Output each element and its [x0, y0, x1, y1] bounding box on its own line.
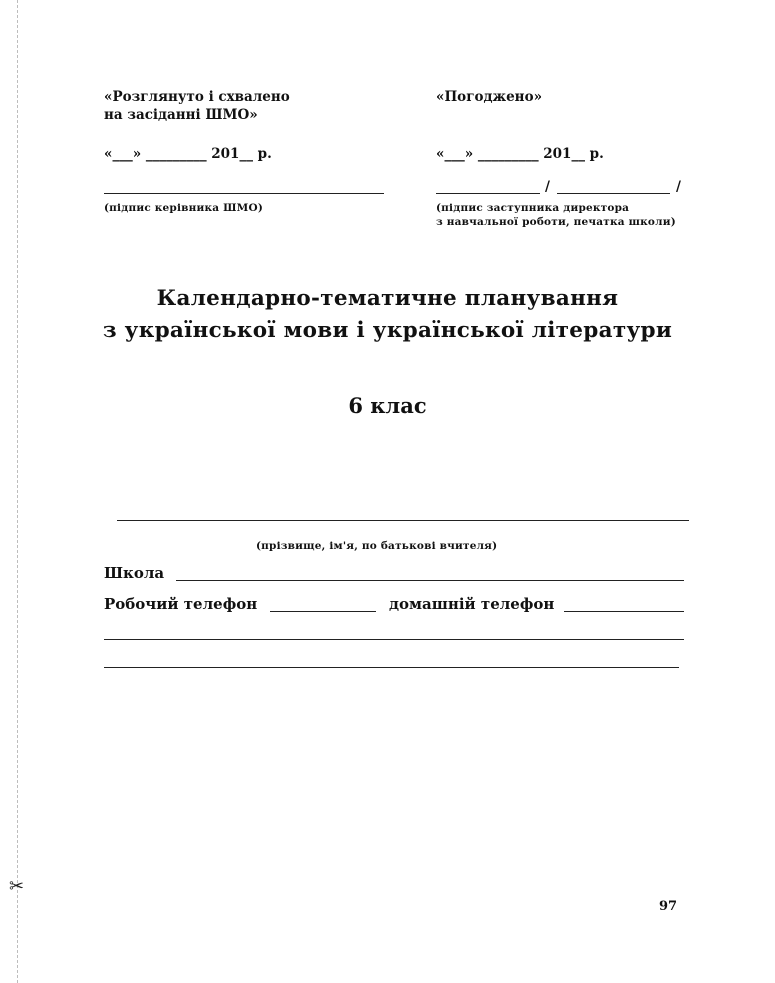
teacher-name-line: [117, 520, 689, 521]
signature-right-caption-line2: з навчальної роботи, печатка школи): [436, 216, 676, 228]
home-phone-label: домашній телефон: [389, 595, 555, 613]
grade-label: 6 клас: [348, 393, 427, 418]
approval-left-date: «___» _________ 201__ р.: [104, 146, 272, 162]
approval-right-date: «___» _________ 201__ р.: [436, 146, 604, 162]
approval-right-label: «Погоджено»: [436, 89, 543, 105]
signature-line-right-2: [557, 193, 670, 194]
extra-line-1: [104, 639, 684, 640]
work-phone-line: [270, 611, 376, 612]
teacher-name-caption: (прізвище, ім'я, по батькові вчителя): [256, 540, 498, 552]
work-phone-label: Робочий телефон: [104, 595, 258, 613]
signature-right-caption-line1: (підпис заступника директора: [436, 202, 630, 214]
approval-left-line2: на засіданні ШМО»: [104, 107, 258, 123]
cut-line: [17, 0, 18, 983]
school-label: Школа: [104, 564, 165, 582]
home-phone-line: [564, 611, 684, 612]
school-line: [176, 580, 684, 581]
signature-separator-1: /: [545, 179, 550, 195]
approval-left-line1: «Розглянуто і схвалено: [104, 89, 290, 105]
extra-line-2: [104, 667, 679, 668]
signature-separator-2: /: [676, 179, 681, 195]
signature-line-right-1: [436, 193, 540, 194]
page-number: 97: [659, 899, 678, 914]
signature-line-left: [104, 193, 384, 194]
signature-left-caption: (підпис керівника ШМО): [104, 202, 264, 214]
document-title-line2: з української мови і української літератури: [102, 318, 673, 343]
scissors-icon: ✂: [9, 876, 25, 897]
document-title-line1: Календарно-тематичне планування: [156, 286, 619, 311]
